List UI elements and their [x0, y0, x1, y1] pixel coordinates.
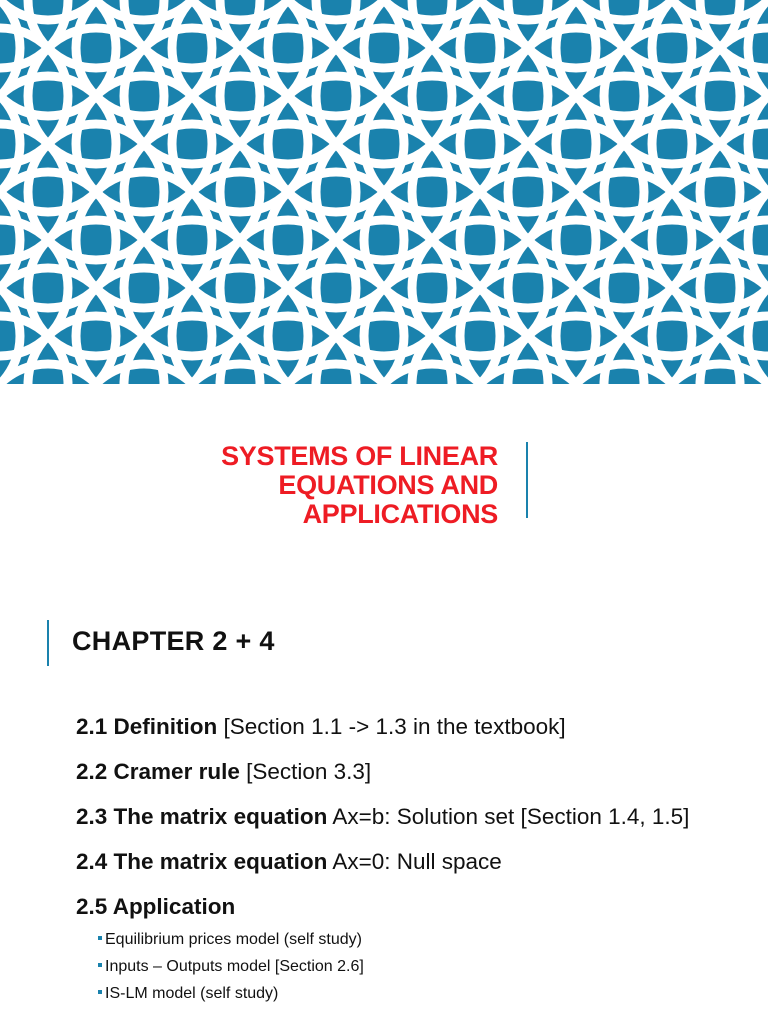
- title-line-1: SYSTEMS OF LINEAR: [221, 441, 498, 471]
- outline-item-label: 2.3 The matrix equation: [76, 804, 328, 829]
- outline-item-text: Ax=0: Null space: [327, 849, 502, 874]
- square-bullet-icon: [98, 936, 102, 940]
- outline-slide: [0, 592, 768, 1024]
- cover-pattern-banner: [0, 0, 768, 384]
- slide-title: [221, 442, 498, 529]
- sub-list-item: [98, 926, 736, 953]
- outline-item-label: 2.4 The matrix equation: [76, 849, 328, 874]
- sub-list-text: Inputs – Outputs model [Section 2.6]: [105, 958, 364, 975]
- sub-list-item: [98, 980, 736, 1007]
- title-accent-rule: [526, 442, 528, 518]
- square-bullet-icon: [98, 963, 102, 967]
- sub-list-text: IS-LM model (self study): [105, 985, 279, 1002]
- square-bullet-icon: [98, 990, 102, 994]
- outline-item-label: 2.2 Cramer rule: [76, 759, 240, 784]
- outline-list: [76, 712, 736, 1007]
- outline-item-text: Ax=b: Solution set [Section 1.4, 1.5]: [327, 804, 690, 829]
- chapter-heading: CHAPTER 2 + 4: [72, 626, 275, 656]
- outline-item-text: [Section 3.3]: [239, 759, 372, 784]
- title-line-3: APPLICATIONS: [302, 499, 498, 529]
- outline-item-text: [Section 1.1 -> 1.3 in the textbook]: [217, 714, 566, 739]
- chapter-accent-rule: [47, 620, 49, 666]
- outline-item-2-1: [76, 712, 736, 742]
- outline-item-2-2: [76, 757, 736, 787]
- outline-item-label: 2.1 Definition: [76, 714, 218, 739]
- outline-item-2-4: [76, 847, 736, 877]
- sub-list-text: Equilibrium prices model (self study): [105, 931, 362, 948]
- outline-item-2-3: [76, 802, 736, 832]
- title-line-2: EQUATIONS AND: [278, 470, 498, 500]
- outline-item-label: 2.5 Application: [76, 894, 236, 919]
- title-slide: [0, 384, 768, 592]
- sub-list-item: [98, 953, 736, 980]
- interlocking-circles-pattern: [0, 0, 768, 384]
- outline-item-2-5: [76, 892, 736, 922]
